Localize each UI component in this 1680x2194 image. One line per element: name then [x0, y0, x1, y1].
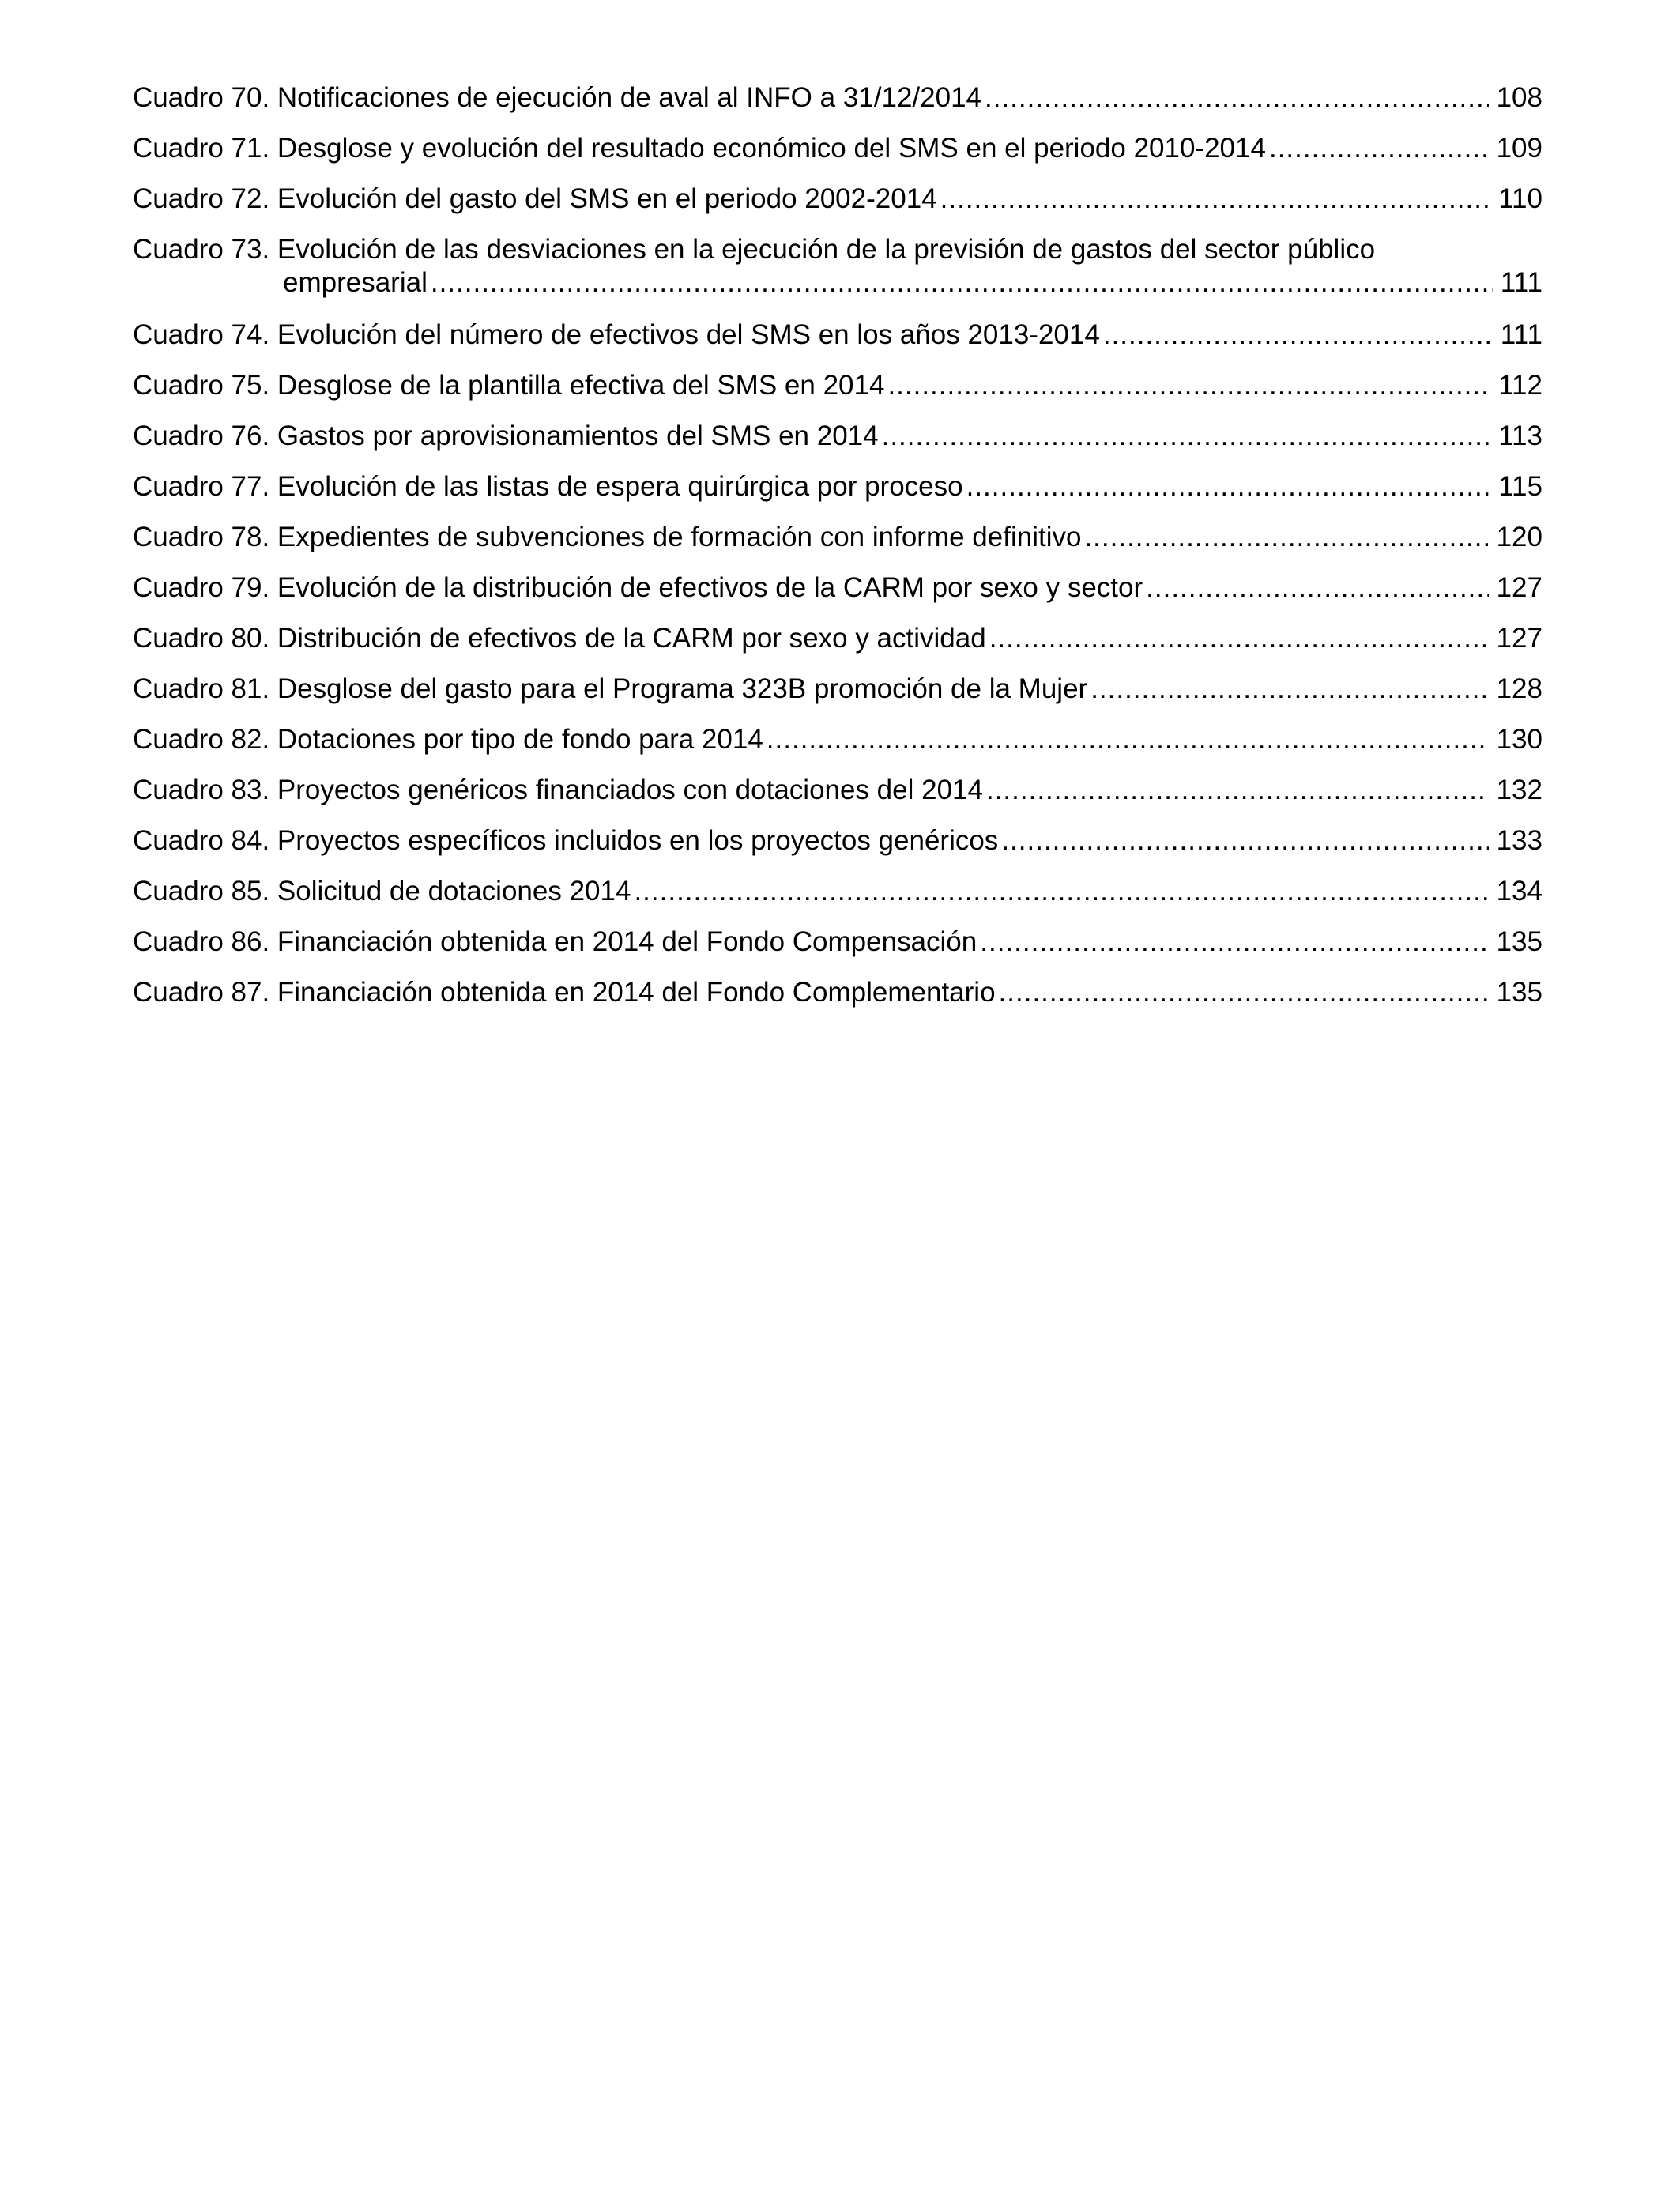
toc-page-number: 135 [1496, 977, 1543, 1008]
toc-entry-cuadro-75[interactable] [133, 369, 1543, 402]
toc-entry-cuadro-76[interactable] [133, 420, 1543, 453]
toc-entry-cuadro-70[interactable] [133, 81, 1543, 115]
toc-page-number: 111 [1500, 319, 1543, 350]
toc-entry-cuadro-86[interactable] [133, 925, 1543, 959]
toc-leader-dots [999, 976, 1489, 1009]
toc-leader-dots [882, 420, 1491, 453]
toc-entry-cuadro-79[interactable] [133, 571, 1543, 605]
toc-entry-cuadro-83[interactable] [133, 774, 1543, 807]
toc-leader-dots [1090, 673, 1488, 706]
toc-page-number: 111 [1500, 267, 1543, 298]
toc-entry-title: Cuadro 83. Proyectos genéricos financiados con dotaciones del 2014 [133, 775, 983, 805]
toc-page-number: 108 [1496, 82, 1543, 113]
toc-line [133, 470, 1543, 503]
toc-entry-cuadro-85[interactable] [133, 875, 1543, 908]
toc-page-number: 133 [1496, 825, 1543, 856]
toc-line [133, 571, 1543, 605]
toc-entry-cuadro-72[interactable] [133, 183, 1543, 216]
toc-page-number: 115 [1498, 471, 1543, 502]
toc-line [133, 266, 1543, 300]
toc-entry-title-line2: empresarial [283, 267, 428, 298]
toc-entry-cuadro-82[interactable] [133, 723, 1543, 756]
toc-page-number: 128 [1496, 673, 1543, 704]
toc-entry-title: Cuadro 82. Dotaciones por tipo de fondo para 2014 [133, 724, 763, 755]
toc-page-number: 112 [1498, 370, 1543, 401]
toc-page-number: 113 [1498, 420, 1543, 451]
toc-entry-cuadro-87[interactable] [133, 976, 1543, 1009]
toc-entry-title: Cuadro 70. Notificaciones de ejecución de aval al INFO a 31/12/2014 [133, 82, 981, 113]
toc-line [133, 875, 1543, 908]
toc-entry-title: Cuadro 87. Financiación obtenida en 2014 del Fondo Complementario [133, 977, 996, 1008]
toc-entry-title: Cuadro 84. Proyectos específicos incluidos en los proyectos genéricos [133, 825, 999, 856]
toc-entry-title: Cuadro 81. Desglose del gasto para el Programa 323B promoción de la Mujer [133, 673, 1088, 704]
toc-entry-cuadro-84[interactable] [133, 824, 1543, 858]
toc-entry-title: Cuadro 80. Distribución de efectivos de la CARM por sexo y actividad [133, 623, 986, 654]
toc-entry-title: Cuadro 85. Solicitud de dotaciones 2014 [133, 876, 631, 907]
toc-page-number: 130 [1496, 724, 1543, 755]
toc-leader-dots [1001, 824, 1488, 858]
toc-entry-title: Cuadro 86. Financiación obtenida en 2014 del Fondo Compensación [133, 926, 977, 957]
toc-leader-dots [1269, 132, 1489, 165]
toc-entry-cuadro-71[interactable] [133, 132, 1543, 165]
toc-line [133, 420, 1543, 453]
toc-line [133, 319, 1543, 352]
toc-entry-title: Cuadro 75. Desglose de la plantilla efectiva del SMS en 2014 [133, 370, 885, 401]
toc-line [133, 132, 1543, 165]
toc-page-number: 109 [1496, 133, 1543, 164]
toc-line [133, 824, 1543, 858]
toc-line [133, 925, 1543, 959]
toc-line [133, 183, 1543, 216]
toc-page-number: 127 [1496, 623, 1543, 654]
toc-leader-dots [431, 266, 1493, 300]
toc-line [133, 521, 1543, 554]
toc-leader-dots [1103, 319, 1493, 352]
table-of-contents [133, 81, 1543, 1027]
toc-page-number: 120 [1496, 522, 1543, 552]
toc-page-number: 135 [1496, 926, 1543, 957]
toc-entry-cuadro-78[interactable] [133, 521, 1543, 554]
toc-leader-dots [767, 723, 1489, 756]
toc-leader-dots [986, 774, 1489, 807]
toc-line [133, 369, 1543, 402]
toc-entry-cuadro-73[interactable] [133, 233, 1543, 300]
toc-line [133, 723, 1543, 756]
toc-leader-dots [966, 470, 1491, 503]
toc-leader-dots [1146, 571, 1488, 605]
toc-leader-dots [980, 925, 1488, 959]
toc-line [133, 976, 1543, 1009]
toc-entry-cuadro-74[interactable] [133, 319, 1543, 352]
toc-line [133, 81, 1543, 115]
toc-entry-title-line1: Cuadro 73. Evolución de las desviaciones en la ejecución de la previsión de gastos del sector público [133, 234, 1376, 265]
toc-leader-dots [634, 875, 1488, 908]
toc-page-number: 127 [1496, 572, 1543, 603]
toc-entry-title: Cuadro 78. Expedientes de subvenciones de formación con informe definitivo [133, 522, 1082, 552]
toc-entry-title: Cuadro 76. Gastos por aprovisionamientos del SMS en 2014 [133, 420, 879, 451]
toc-page-number: 134 [1496, 876, 1543, 907]
toc-line [133, 622, 1543, 655]
toc-leader-dots [985, 81, 1489, 115]
toc-entry-title: Cuadro 72. Evolución del gasto del SMS en el periodo 2002-2014 [133, 183, 937, 214]
toc-entry-cuadro-81[interactable] [133, 673, 1543, 706]
toc-entry-title: Cuadro 79. Evolución de la distribución de efectivos de la CARM por sexo y sector [133, 572, 1143, 603]
toc-entry-title: Cuadro 77. Evolución de las listas de espera quirúrgica por proceso [133, 471, 963, 502]
toc-leader-dots [940, 183, 1491, 216]
toc-entry-title: Cuadro 74. Evolución del número de efectivos del SMS en los años 2013-2014 [133, 319, 1100, 350]
toc-page-number: 132 [1496, 775, 1543, 805]
toc-leader-dots [1084, 521, 1488, 554]
toc-line [133, 673, 1543, 706]
toc-entry-title: Cuadro 71. Desglose y evolución del resultado económico del SMS en el periodo 2010-2014 [133, 133, 1266, 164]
toc-leader-dots [887, 369, 1490, 402]
toc-leader-dots [989, 622, 1489, 655]
toc-entry-cuadro-80[interactable] [133, 622, 1543, 655]
toc-entry-cuadro-77[interactable] [133, 470, 1543, 503]
toc-line [133, 774, 1543, 807]
toc-page-number: 110 [1498, 183, 1543, 214]
